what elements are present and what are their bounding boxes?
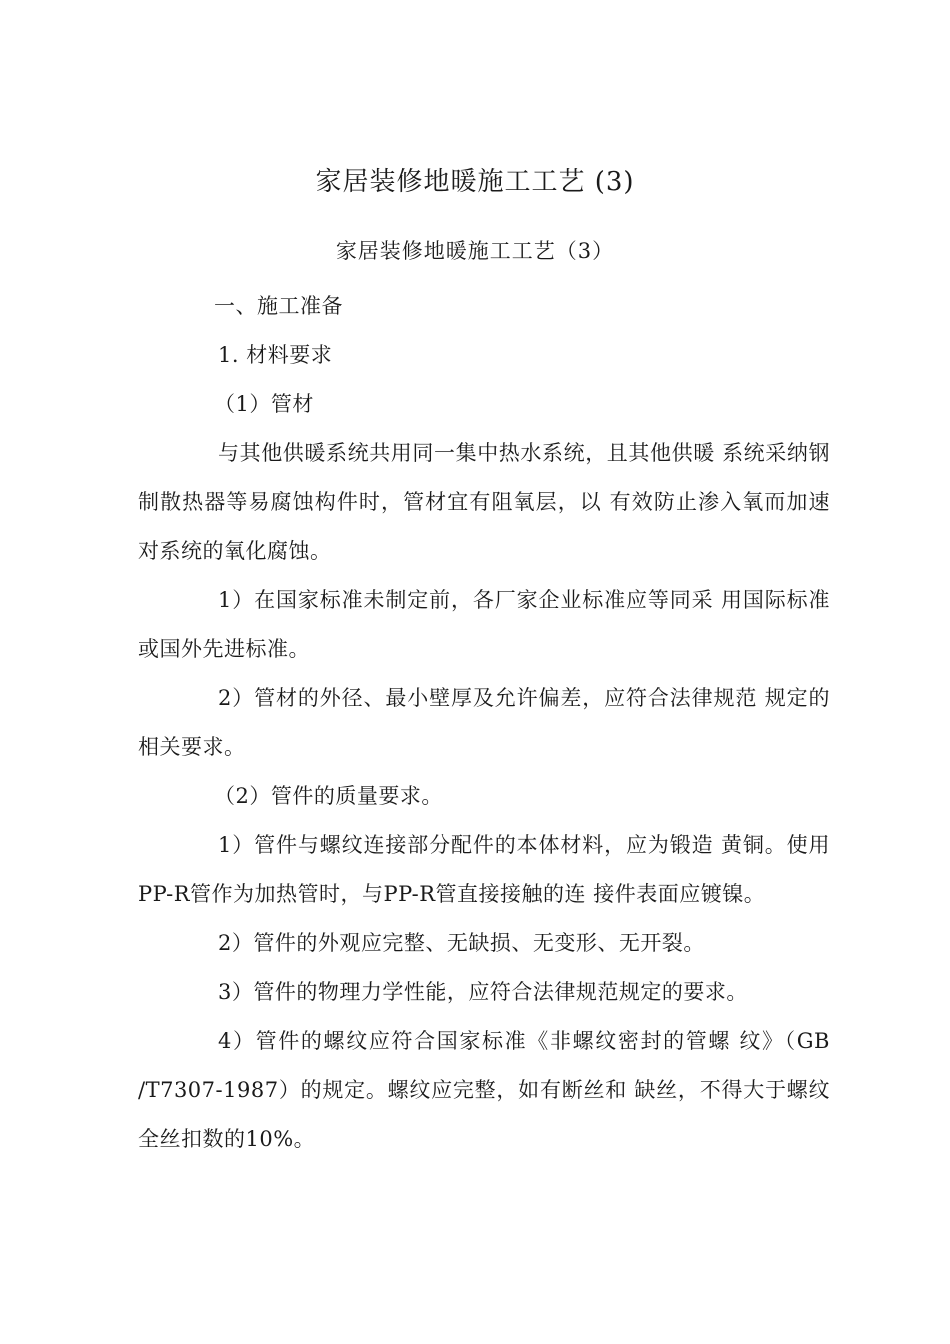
- paragraph: 1）在国家标准未制定前，各厂家企业标准应等同采 用国际标准或国外先进标准。: [138, 588, 830, 661]
- paragraph: 2）管件的外观应完整、无缺损、无变形、无开裂。: [218, 931, 705, 955]
- item-heading: （1）管材: [214, 392, 314, 416]
- paragraph: 3）管件的物理力学性能，应符合法律规范规定的要求。: [218, 980, 748, 1004]
- paragraph: 与其他供暖系统共用同一集中热水系统，且其他供暖 系统采纳钢制散热器等易腐蚀构件时，管材宜有阻氧层，以 有效防止渗入氧而加速对系统的氧化腐蚀。: [138, 441, 830, 563]
- document-body: [138, 282, 830, 1164]
- paragraph: 1）管件与螺纹连接部分配件的本体材料，应为锻造 黄铜。使用PP-R管作为加热管时，与PP-R管直接接触的连 接件表面应镀镍。: [138, 833, 830, 906]
- paragraph: 2）管材的外径、最小壁厚及允许偏差，应符合法律规范 规定的相关要求。: [138, 686, 830, 759]
- paragraph: 4）管件的螺纹应符合国家标准《非螺纹密封的管螺 纹》（GB /T7307-1987）的规定。螺纹应完整，如有断丝和 缺丝，不得大于螺纹全丝扣数的10%。: [138, 1029, 830, 1151]
- item-heading: （2）管件的质量要求。: [214, 784, 443, 808]
- subsection-heading: 1. 材料要求: [218, 343, 333, 367]
- section-heading: 一、施工准备: [214, 294, 343, 318]
- document-subtitle: 家居装修地暖施工工艺（3）: [335, 239, 615, 263]
- document-title: 家居装修地暖施工工艺 (3): [315, 167, 635, 197]
